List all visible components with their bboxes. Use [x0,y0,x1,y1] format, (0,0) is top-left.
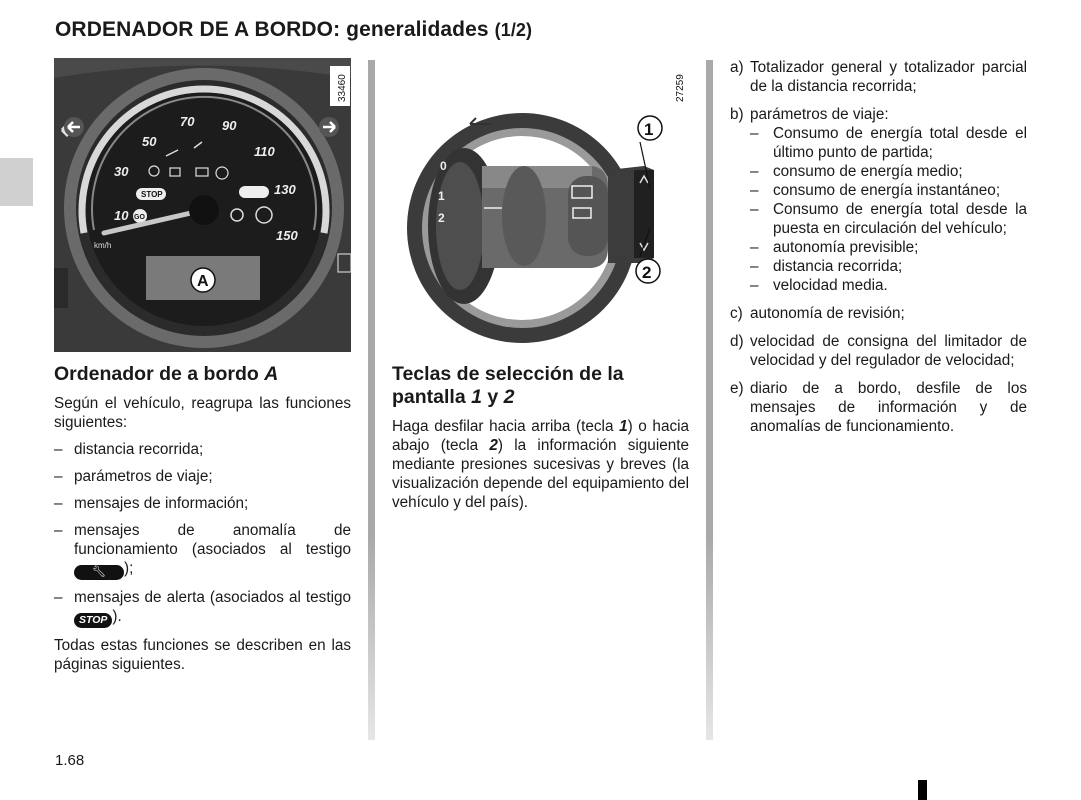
wiper-position: 0 [440,159,447,173]
wrench-icon: 🔧︎ [74,565,124,580]
sub-list-item: – distancia recorrida; [750,258,903,275]
middle-column [392,363,689,512]
page-title: ORDENADOR DE A BORDO: generalidades (1/2) [55,18,533,41]
list-item: – parámetros de viaje; [54,468,213,485]
sub-list-item: – Consumo de energía total desde el último punto de partida; [750,125,1027,161]
sub-list-item: – consumo de energía medio; [750,163,963,180]
speed-mark: 10 [114,208,129,223]
speed-mark: 110 [254,144,275,159]
speed-mark: 130 [274,182,296,197]
speed-unit: km/h [94,241,112,250]
sub-list-item: – autonomía previsible; [750,239,919,256]
figure-code: 33460 [337,74,348,102]
wiper-position: 2 [438,211,445,225]
list-item-b: b) parámetros de viaje: [730,106,889,123]
section-heading-keys: Teclas de selección de la pantalla 1 y 2 [392,363,624,408]
stop-icon: STOP [74,613,112,628]
column-separator [706,60,713,740]
list-item: – mensajes de información; [54,495,249,512]
list-item: – mensajes de anomalía de funcionamiento (asociados al testigo 🔧︎ ); [54,522,351,578]
sub-list-item: – consumo de energía instantáneo; [750,182,1001,199]
left-column [54,363,351,674]
callout-1: 1 [644,120,654,139]
page-number: 1.68 [55,752,85,769]
speed-mark: 50 [142,134,157,149]
speed-mark: 30 [114,164,129,179]
intro-paragraph: Según el vehículo, reagrupa las funciones siguientes: [54,395,351,431]
stalk-figure [392,58,689,358]
list-item: – distancia recorrida; [54,441,204,458]
right-column [730,49,1027,436]
sub-list-item: – Consumo de energía total desde la puesta en circulación del vehículo; [750,201,1027,237]
sub-list-item: – velocidad media. [750,277,888,294]
section-heading-computer: Ordenador de a bordo A [54,363,279,385]
list-item-a: a) Totalizador general y totalizador parcial de la distancia recorrida; [730,59,1027,95]
figure-code: 27259 [675,74,686,102]
speed-mark: 150 [276,228,298,243]
list-item-d: d) velocidad de consigna del limitador de velocidad y del regulador de velocidad; [730,333,1027,369]
list-item: – mensajes de alerta (asociados al testigo STOP ). [54,589,351,626]
keys-paragraph: Haga desfilar hacia arriba (tecla 1) o hacia abajo (tecla 2) la información siguiente mediante presiones sucesivas y breves (la visualización depende del equipamiento del vehículo y del país). [392,418,690,511]
callout-a: A [197,273,209,290]
wiper-position: 1 [438,189,445,203]
speed-mark: 70 [180,114,195,129]
list-item-e: e) diario de a bordo, desfile de los mensajes de información y de anomalías de funcionamiento. [730,380,1027,435]
callout-2: 2 [642,263,652,282]
outro-paragraph: Todas estas funciones se describen en las páginas siguientes. [54,637,351,673]
speed-mark: 90 [222,118,237,133]
go-badge: GO [134,214,145,221]
chapter-thumb-tab [0,158,33,206]
edge-marker [918,780,927,800]
instrument-cluster-figure [54,58,351,352]
column-separator [368,60,375,740]
list-item-c: c) autonomía de revisión; [730,305,905,322]
stop-badge: STOP [141,190,163,199]
